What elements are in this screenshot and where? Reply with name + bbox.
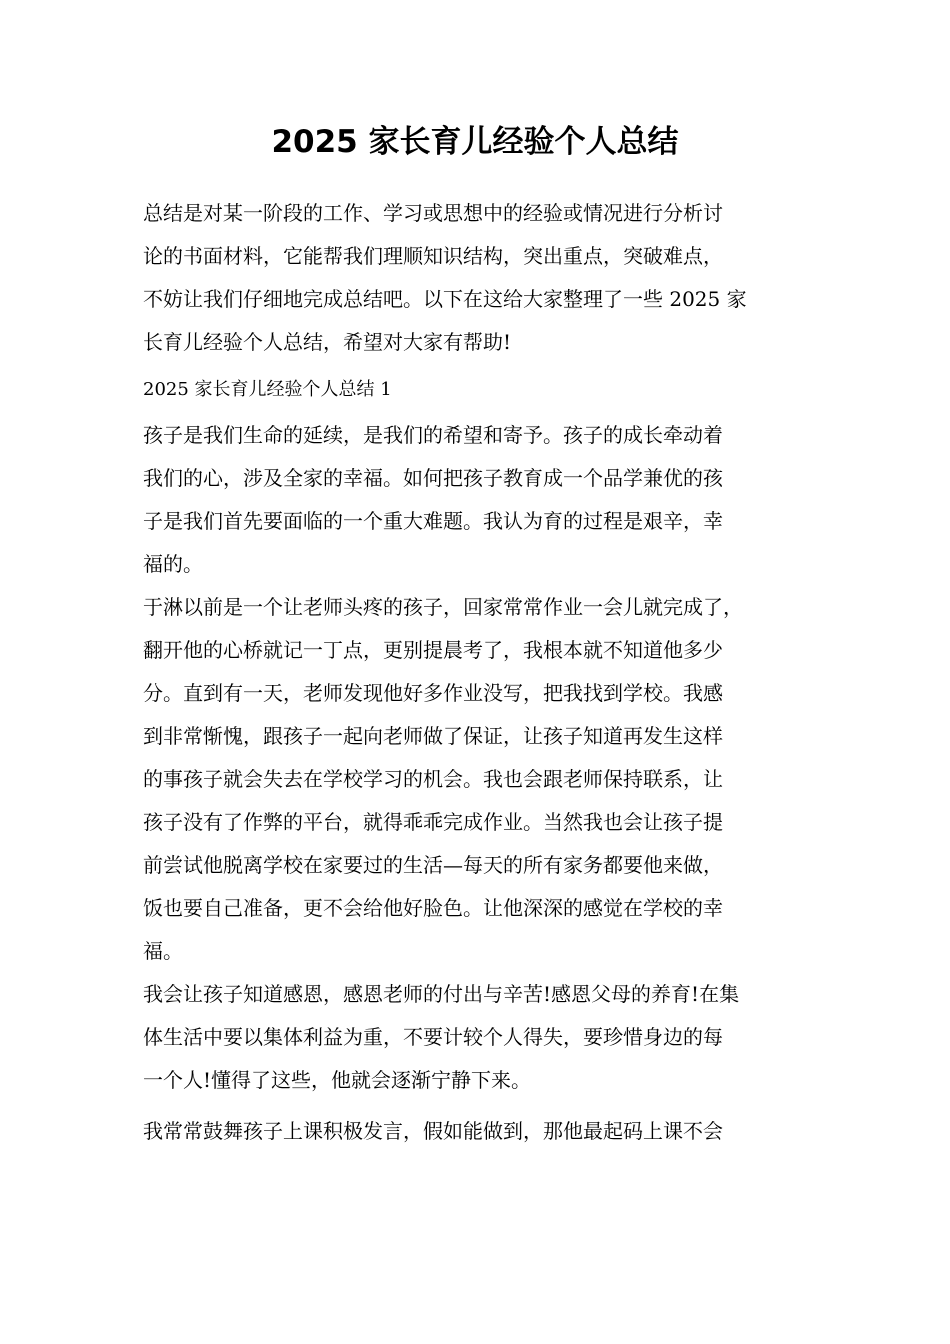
text-line: 福。 (143, 939, 183, 963)
intro-paragraph (143, 192, 823, 364)
text-line: 于淋以前是一个让老师头疼的孩子，回家常常作业一会儿就完成了， (143, 595, 743, 619)
body-paragraph (143, 973, 823, 1102)
text-line: 一个人!懂得了这些，他就会逐渐宁静下来。 (143, 1068, 532, 1092)
text-line: 前尝试他脱离学校在家要过的生活—每天的所有家务都要他来做， (143, 853, 723, 877)
document-title: 2025 家长育儿经验个人总结 (271, 124, 679, 160)
text-line: 孩子没有了作弊的平台，就得乖乖完成作业。当然我也会让孩子提 (143, 810, 723, 834)
body-paragraph (143, 1110, 823, 1153)
text-line: 福的。 (143, 552, 203, 576)
body-paragraph (143, 414, 823, 586)
text-line: 论的书面材料，它能帮我们理顺知识结构，突出重点，突破难点， (143, 244, 723, 268)
text-line: 体生活中要以集体利益为重，不要计较个人得失，要珍惜身边的每 (143, 1025, 723, 1049)
section-heading: 2025 家长育儿经验个人总结 1 (143, 379, 392, 400)
text-line: 翻开他的心桥就记一丁点，更别提晨考了，我根本就不知道他多少 (143, 638, 723, 662)
body-paragraph (143, 586, 823, 973)
text-line: 总结是对某一阶段的工作、学习或思想中的经验或情况进行分析讨 (143, 201, 723, 225)
text-line: 到非常惭愧，跟孩子一起向老师做了保证，让孩子知道再发生这样 (143, 724, 723, 748)
text-line: 孩子是我们生命的延续，是我们的希望和寄予。孩子的成长牵动着 (143, 423, 723, 447)
text-line: 长育儿经验个人总结，希望对大家有帮助! (143, 330, 512, 354)
text-line: 的事孩子就会失去在学校学习的机会。我也会跟老师保持联系，让 (143, 767, 723, 791)
text-line: 饭也要自己准备，更不会给他好脸色。让他深深的感觉在学校的幸 (143, 896, 723, 920)
document-body (143, 192, 823, 1153)
text-line: 子是我们首先要面临的一个重大难题。我认为育的过程是艰辛，幸 (143, 509, 723, 533)
text-line: 我常常鼓舞孩子上课积极发言，假如能做到，那他最起码上课不会 (143, 1119, 723, 1143)
text-line: 分。直到有一天，老师发现他好多作业没写，把我找到学校。我感 (143, 681, 723, 705)
text-line: 我们的心，涉及全家的幸福。如何把孩子教育成一个品学兼优的孩 (143, 466, 723, 490)
text-line: 我会让孩子知道感恩，感恩老师的付出与辛苦!感恩父母的养育!在集 (143, 982, 740, 1006)
text-line: 不妨让我们仔细地完成总结吧。以下在这给大家整理了一些 2025 家 (143, 287, 747, 311)
